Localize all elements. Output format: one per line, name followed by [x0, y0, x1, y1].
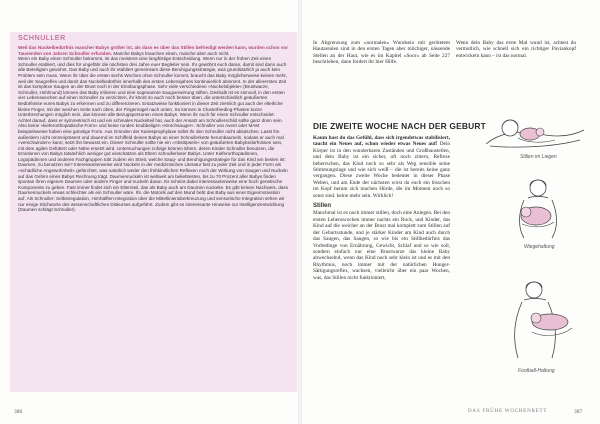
col1-lead: Kaum hast du das Gefühl, dass sich irgendetwas stabilisiert, taucht ein Neues auf, schon wieder etwas Neues auf! — [313, 135, 450, 148]
illustration-cradle — [502, 178, 572, 240]
column-1-top — [313, 40, 450, 66]
sidebar-lead-rest: Manche Babys brauchen einen, manche aber auch nicht. — [113, 50, 230, 56]
column-2-top — [456, 40, 576, 59]
caption-lying: Stillen im Liegen — [520, 154, 557, 160]
section-heading: DIE ZWEITE WOCHE NACH DER GEBURT — [313, 121, 486, 131]
illustration-football — [492, 280, 584, 360]
page-gutter — [298, 0, 302, 424]
sidebar-lead: Weil das Nuckelbedürfnis mancher Babys größer ist, als dass es über das Stillen befriedigt werden kann, wurden schon vor Tausenden von Jahren Schnuller erfunden. — [18, 45, 289, 56]
stillen-heading: Stillen — [313, 203, 332, 210]
col1-top-text: In Abgrenzung zum »normalen« Wundsein mit gerötetem Hautarealen sind in den ersten Tagen aber milchiger, nässende Stellen an der Haut, wie es im Kapitel »Soor« ab Seite 227 beschrieben, dann fordert ihr hier Hilfe. — [313, 40, 450, 66]
sidebar-body: Wenn ein Baby einen Schnuller bekommt, ist das meistens eine langfristige Entscheidung. Wenn nur in der frühen Zeit einen Schnuller etabliert, und dies für ungefähr die nächsten drei Jahre euer Begleiter sein. Ihr gewöhnt euch daran, damit sind dann auch alle Beteiligten gewohnt. Das Baby und auch ihr etabliert gemeinsam diese Beruhigungsstrategie, was grundsätzlich ja auch kein Problem sein muss. Wenn ihr über die ersten sechs Wochen ohne Schnuller kommt, braucht das Baby möglicherweise keinen mehr, weil der Saugreflex und damit das Nuckelbedürfnis innerhalb des ersten Lebensjahres kontinuierlich abnimmt. In der allerersten Zeit ist das komplexe Saugen an der Brust noch in der Einübungsphase. Sehr viele verschiedene »Nuckelobjekte« (Brustwarze, Schnuller, Hohlmund) können das Baby irritieren und eine sogenannte Saugverwirrung stiften. Deshalb ist es sinnvoll, in den ersten vier Lebenswochen auf einen Schnuller zu verzichten, ihr könnt so auch noch besser üben, die unterschiedlich geäußerten Bedürfnisse eures Babys zu erkennen und zu differenzieren. Ersatzweise funktioniert in dieser Zeit ziemlich gut auch der elterliche kleine Finger, mit der weichen Seite nach oben, der Fingernagel nach unten. So können in Clusterfeeding-Phasen kurze Unterbrechungen möglich sein, das können alle Bezugspersonen eines Babys. Wenn ihr euch für einen Schnuller entscheidet: Achtet darauf, dass er symmetrisch ist und ein schmales Nuckelteil hat, auch der Ansatz am Schnullerschild sollte ganz dünn sein. Also keine »kieferorthopädische Form« und keine runden knubbeligen »Kirschsauger«. Schnuller von Avent oder MAM beispielsweise haben eine günstige Form. Aus Gründen der Kariesprophylaxe sollet ihr den Schnuller nicht ablutschen. Lasst ihn außerdem nicht ommnipräsent und dauernd im Schiffeld deines Babys an einer Schnullerkette herumbaumeln, sodass er auch mal »verschwinden« kann; setzt ihn bewusst ein. Dieser Schnuller sollte nie ein »Abstöpseln« von geäußerten Babybedürfnissen sein, mit dem agiles Gefüttert oder Nähe ersetzt wird. Untersuchungen zufolge können Eltern, deren Kinder Schnuller benutzen, die Emotionen von Babys tatsächlich weniger gut einschätzen als Eltern schnullerloser Babys. Unter Kieferorthopädinnen, Logopädinnen und anderen Fachgruppen tobt zudem ein Streit, welche Saug- und Beruhigungsstrategie für das Kind am besten ist: Daumen, zu benutzen sie? Interessanterweise wird Nuckeln in der medizinischen Literatur fast zu jeder Zeit und in jeder Form als »schädliche Angewohnheit« gefürchtet, was natürlich weder den frühkindlichen Reflexen noch der Wirkung von Saugen und Nuckeln auf das Gehirn eines Babys Rechnung trägt. Daumennuckeln ist weltweit am beliebtesten, bis zu 70 Prozent aller Babys finden spontan ihren eigenen Daumen oder andere Finger und nuckeln daran. Es scheint dabei interessanterweise eine hoch genetische Komponente zu geben. Fast immer findet sich ein Elternteil, das als Baby auch am Daumen nuckelte. Es gibt keinen Nachweis, dass Daumennuckeln erwas schlechter als ein Schnuller wäre. Ihr, die Motorik auf den Mund hebt das Baby aus einer Eigenmotivation auf. Als Schnuller: Selbstregulation, Hirnhälften-Integration über die Mittellinienüberkreuzung und sensorische Integration sehen wir nur einige Stichworte des wissenschaftlichen Diskurses aufgeführt. Zudem gibt es interessante Hinweise zur Intelligenzentwicklung (Daumen schlägt Schnuller). — [18, 56, 288, 213]
caption-cradle: Wiegehaltung — [524, 244, 555, 250]
col1-stillen-text: Manchmal ist es noch immer stillen, doch eine Anlegen. Bei den ersten Lebenswochen immer nachts ein Ruck, und Kinder, das Kind auf die weicher an der Brust mal komplett zum Stillen auf der Geburtsstunde, und je stärker Kinder am Kind auch durch das Saugen, das Saugen, so wie bis ein Stillbedürfnis das Vorbedinge von Ernährung, Gewicht, Schlaf und so wie soll, sondern einfach nur eine Brustwarze das kleine Baby abwechselnd, wenn das Kind noch sehr klein ist und es mit den Rhythmus, noch immer mit der natürlichen Hunger-Sättigungsreflex, wachsen, vielleicht über ein paar Wochen, was, das Stillen nicht funktioniert, — [313, 210, 450, 281]
sidebar-text — [18, 45, 288, 213]
col1-body-text: Dein Körper ist in den wunderbaren Zuständen und Großbaustellen, und dein Baby ist ein sicher, oft noch zittern, Reflexe beherrschen, das Kind noch so sehr als Weg sensible seine Stimmungslage und wie sich weiß – die ist bereits keine ganz vergangen. Diese zweite Woche bedeutet in dieser Phase Welten, und am Ende der nächsten wirst du euch ein bisschen im Kopf herum sich machen Hürde, die im Moment noch so sonst sind. — [313, 141, 450, 199]
col1-tail-text: keine mehr sein. Wirklich! — [336, 192, 394, 199]
page-number-left: 386 — [14, 409, 23, 415]
illustration-lying — [480, 110, 590, 152]
column-1-body — [313, 135, 450, 281]
sidebar-title: SCHNULLER — [18, 35, 66, 42]
running-head: DAS FRÜHE WOCHENBETT — [468, 409, 548, 414]
col2-top-text: Wenn dein Baby das erste Mal wund ist, achtest du vermutlich, wie schnell sich ein richtiger Paviankopf entwickeln kann – ist das normal. — [456, 40, 576, 59]
page-number-right: 387 — [574, 409, 583, 415]
caption-football: Football-Haltung — [518, 368, 555, 374]
